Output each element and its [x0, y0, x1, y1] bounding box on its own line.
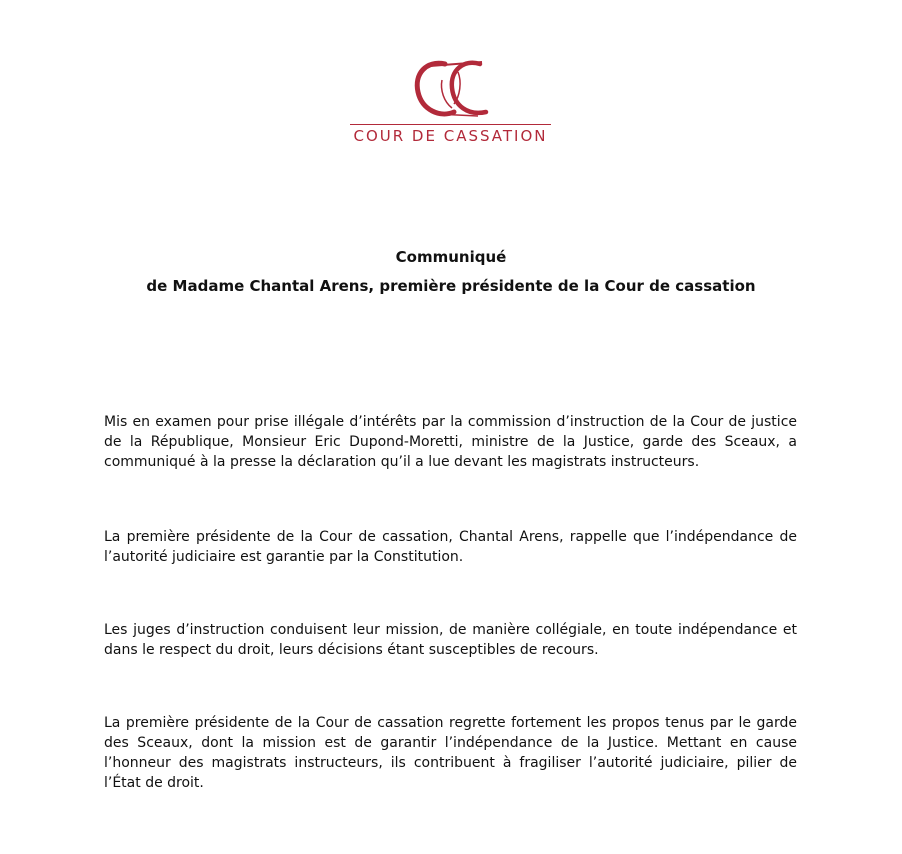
document-title: Communiqué [395, 248, 507, 266]
paragraph-2: La première présidente de la Cour de cassation, Chantal Arens, rappelle que l’indépendance de l’autorité judiciaire est garantie par la Constitution. [104, 529, 797, 565]
logo-divider [350, 124, 551, 125]
cc-monogram-icon [412, 58, 492, 122]
logo-text: COUR DE CASSATION [353, 127, 548, 145]
paragraph-3: Les juges d’instruction conduisent leur mission, de manière collégiale, en toute indépendance et dans le respect du droit, leurs décisions étant susceptibles de recours. [104, 622, 797, 658]
cour-de-cassation-logo [350, 56, 552, 148]
paragraph-4: La première présidente de la Cour de cassation regrette fortement les propos tenus par le garde des Sceaux, dont la mission est de garantir l’indépendance de la Justice. Mettant en cause l’honneur des magistrats instructeurs, ils contribuent à fragiliser l’autorité judiciaire, pilier de l’État de droit. [104, 715, 797, 791]
paragraph-1: Mis en examen pour prise illégale d’intérêts par la commission d’instruction de la Cour de justice de la République, Monsieur Eric Dupond-Moretti, ministre de la Justice, garde des Sceaux, a communiqué à la presse la déclaration qu’il a lue devant les magistrats instructeurs. [104, 414, 797, 470]
document-subtitle: de Madame Chantal Arens, première présidente de la Cour de cassation [146, 277, 756, 295]
